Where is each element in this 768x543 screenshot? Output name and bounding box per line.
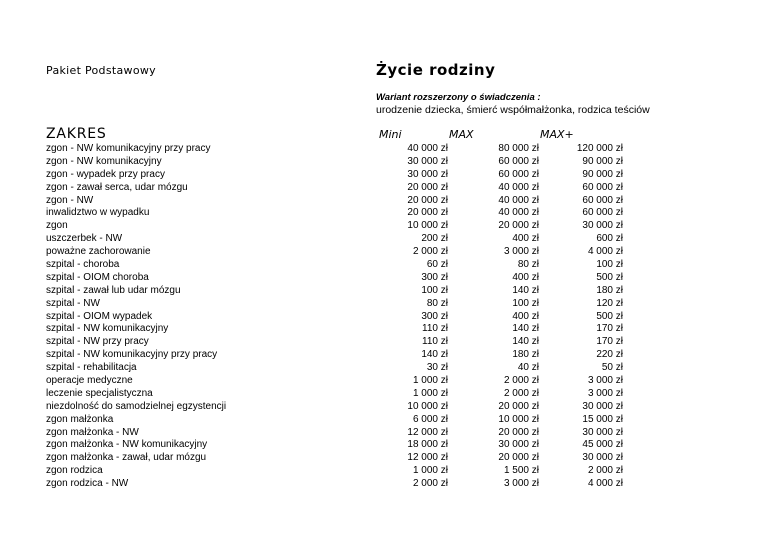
table-row xyxy=(0,220,768,233)
cell-max: 140 zł xyxy=(512,284,539,296)
cell-maxplus: 90 000 zł xyxy=(582,155,623,167)
variant-description: urodzenie dziecka, śmierć współmałżonka, rodzica teściów xyxy=(376,104,650,116)
cell-mini: 20 000 zł xyxy=(407,194,448,206)
row-name: szpital - OIOM wypadek xyxy=(46,310,153,322)
cell-max: 40 000 zł xyxy=(498,207,539,219)
variant-label: Wariant rozszerzony o świadczenia : xyxy=(376,92,541,103)
row-name: szpital - rehabilitacja xyxy=(46,362,137,374)
cell-maxplus: 50 zł xyxy=(601,362,623,374)
table-row xyxy=(0,362,768,375)
cell-maxplus: 4 000 zł xyxy=(587,478,623,490)
cell-mini: 1 000 zł xyxy=(412,375,448,387)
row-name: inwalidztwo w wypadku xyxy=(46,207,150,219)
row-name: leczenie specjalistyczna xyxy=(46,387,153,399)
table-row xyxy=(0,465,768,478)
table-row xyxy=(0,375,768,388)
cell-mini: 6 000 zł xyxy=(412,413,448,425)
cell-maxplus: 4 000 zł xyxy=(587,246,623,258)
row-name: szpital - OIOM choroba xyxy=(46,271,149,283)
cell-max: 3 000 zł xyxy=(503,246,539,258)
cell-mini: 20 000 zł xyxy=(407,181,448,193)
row-name: zgon małżonka - zawał, udar mózgu xyxy=(46,452,207,464)
cell-mini: 110 zł xyxy=(422,323,448,335)
table-row xyxy=(0,311,768,324)
cell-mini: 1 000 zł xyxy=(412,387,448,399)
cell-maxplus: 60 000 zł xyxy=(582,194,623,206)
page-title: Życie rodziny xyxy=(376,61,496,79)
cell-maxplus: 3 000 zł xyxy=(587,375,623,387)
cell-maxplus: 3 000 zł xyxy=(587,387,623,399)
row-name: zgon - NW komunikacyjny przy pracy xyxy=(46,143,211,154)
table-row xyxy=(0,388,768,401)
cell-maxplus: 120 000 zł xyxy=(576,143,623,154)
cell-max: 40 000 zł xyxy=(498,194,539,206)
cell-mini: 300 zł xyxy=(421,310,448,322)
row-name: szpital - NW komunikacyjny przy pracy xyxy=(46,349,218,361)
table-row xyxy=(0,246,768,259)
cell-max: 2 000 zł xyxy=(503,387,539,399)
table-row xyxy=(0,349,768,362)
row-name: szpital - NW przy pracy xyxy=(46,336,149,348)
cell-max: 3 000 zł xyxy=(503,478,539,490)
cell-max: 60 000 zł xyxy=(498,168,539,180)
scope-header: ZAKRES xyxy=(46,126,107,142)
row-name: zgon rodzica - NW xyxy=(46,478,129,490)
row-name: uszczerbek - NW xyxy=(46,233,123,245)
row-name: zgon - NW komunikacyjny xyxy=(46,155,162,167)
cell-maxplus: 120 zł xyxy=(596,297,623,309)
cell-max: 400 zł xyxy=(512,233,539,245)
row-name: zgon xyxy=(46,220,68,232)
cell-maxplus: 15 000 zł xyxy=(582,413,623,425)
cell-maxplus: 2 000 zł xyxy=(587,465,623,477)
cell-maxplus: 60 000 zł xyxy=(582,207,623,219)
row-name: zgon - NW xyxy=(46,194,94,206)
table-row xyxy=(0,156,768,169)
row-name: niezdolność do samodzielnej egzystencji xyxy=(46,400,227,412)
row-name: zgon małżonka - NW xyxy=(46,426,139,438)
cell-mini: 20 000 zł xyxy=(407,207,448,219)
cell-max: 140 zł xyxy=(512,336,539,348)
column-header-mini: Mini xyxy=(379,128,402,141)
row-name: zgon rodzica xyxy=(46,465,103,477)
row-name: zgon - zawał serca, udar mózgu xyxy=(46,181,188,193)
cell-maxplus: 30 000 zł xyxy=(582,426,623,438)
cell-max: 140 zł xyxy=(512,323,539,335)
cell-maxplus: 100 zł xyxy=(596,259,623,271)
cell-mini: 100 zł xyxy=(421,284,448,296)
cell-max: 1 500 zł xyxy=(503,465,539,477)
cell-mini: 80 zł xyxy=(426,297,448,309)
cell-mini: 30 zł xyxy=(426,362,448,374)
cell-maxplus: 30 000 zł xyxy=(582,220,623,232)
cell-mini: 12 000 zł xyxy=(407,426,448,438)
cell-max: 400 zł xyxy=(512,271,539,283)
cell-max: 2 000 zł xyxy=(503,375,539,387)
cell-mini: 18 000 zł xyxy=(407,439,448,451)
cell-max: 20 000 zł xyxy=(498,400,539,412)
table-row xyxy=(0,414,768,427)
row-name: szpital - zawał lub udar mózgu xyxy=(46,284,181,296)
cell-max: 20 000 zł xyxy=(498,426,539,438)
cell-maxplus: 60 000 zł xyxy=(582,181,623,193)
cell-max: 180 zł xyxy=(512,349,539,361)
table-row xyxy=(0,169,768,182)
table-row xyxy=(0,259,768,272)
table-row xyxy=(0,182,768,195)
cell-maxplus: 220 zł xyxy=(596,349,623,361)
table-row xyxy=(0,298,768,311)
row-name: zgon małżonka xyxy=(46,413,114,425)
cell-maxplus: 30 000 zł xyxy=(582,400,623,412)
table-row xyxy=(0,272,768,285)
cell-mini: 140 zł xyxy=(421,349,448,361)
cell-max: 400 zł xyxy=(512,310,539,322)
cell-max: 100 zł xyxy=(512,297,539,309)
cell-maxplus: 500 zł xyxy=(596,310,623,322)
row-name: zgon - wypadek przy pracy xyxy=(46,168,165,180)
row-name: zgon małżonka - NW komunikacyjny xyxy=(46,439,208,451)
row-name: operacje medyczne xyxy=(46,375,133,387)
cell-mini: 60 zł xyxy=(426,259,448,271)
table-row xyxy=(0,323,768,336)
cell-mini: 10 000 zł xyxy=(407,220,448,232)
table-row xyxy=(0,143,768,156)
row-name: poważne zachorowanie xyxy=(46,246,151,258)
cell-max: 80 000 zł xyxy=(498,143,539,154)
package-label: Pakiet Podstawowy xyxy=(46,64,156,77)
cell-mini: 200 zł xyxy=(421,233,448,245)
cell-mini: 10 000 zł xyxy=(407,400,448,412)
cell-maxplus: 170 zł xyxy=(596,323,623,335)
cell-mini: 40 000 zł xyxy=(407,143,448,154)
cell-mini: 30 000 zł xyxy=(407,168,448,180)
cell-maxplus: 90 000 zł xyxy=(582,168,623,180)
table-row xyxy=(0,427,768,440)
cell-max: 10 000 zł xyxy=(498,413,539,425)
cell-maxplus: 170 zł xyxy=(596,336,623,348)
table-row xyxy=(0,336,768,349)
table-row xyxy=(0,401,768,414)
cell-mini: 2 000 zł xyxy=(412,246,448,258)
table-row xyxy=(0,285,768,298)
row-name: szpital - NW komunikacyjny xyxy=(46,323,169,335)
cell-mini: 30 000 zł xyxy=(407,155,448,167)
cell-max: 30 000 zł xyxy=(498,439,539,451)
cell-maxplus: 500 zł xyxy=(596,271,623,283)
table-row xyxy=(0,207,768,220)
cell-maxplus: 30 000 zł xyxy=(582,452,623,464)
cell-maxplus: 600 zł xyxy=(596,233,623,245)
table-row xyxy=(0,195,768,208)
cell-maxplus: 45 000 zł xyxy=(582,439,623,451)
table-row xyxy=(0,439,768,452)
column-header-maxplus: MAX+ xyxy=(540,128,574,141)
table-row xyxy=(0,478,768,491)
column-header-max: MAX xyxy=(449,128,474,141)
row-name: szpital - choroba xyxy=(46,259,120,271)
row-name: szpital - NW xyxy=(46,297,100,309)
cell-max: 60 000 zł xyxy=(498,155,539,167)
cell-mini: 12 000 zł xyxy=(407,452,448,464)
cell-max: 20 000 zł xyxy=(498,220,539,232)
cell-mini: 2 000 zł xyxy=(412,478,448,490)
table-row xyxy=(0,452,768,465)
cell-max: 40 zł xyxy=(517,362,539,374)
cell-mini: 110 zł xyxy=(422,336,448,348)
cell-maxplus: 180 zł xyxy=(596,284,623,296)
cell-max: 40 000 zł xyxy=(498,181,539,193)
coverage-table xyxy=(0,143,768,491)
cell-mini: 1 000 zł xyxy=(412,465,448,477)
cell-max: 20 000 zł xyxy=(498,452,539,464)
cell-max: 80 zł xyxy=(517,259,539,271)
table-row xyxy=(0,233,768,246)
cell-mini: 300 zł xyxy=(421,271,448,283)
